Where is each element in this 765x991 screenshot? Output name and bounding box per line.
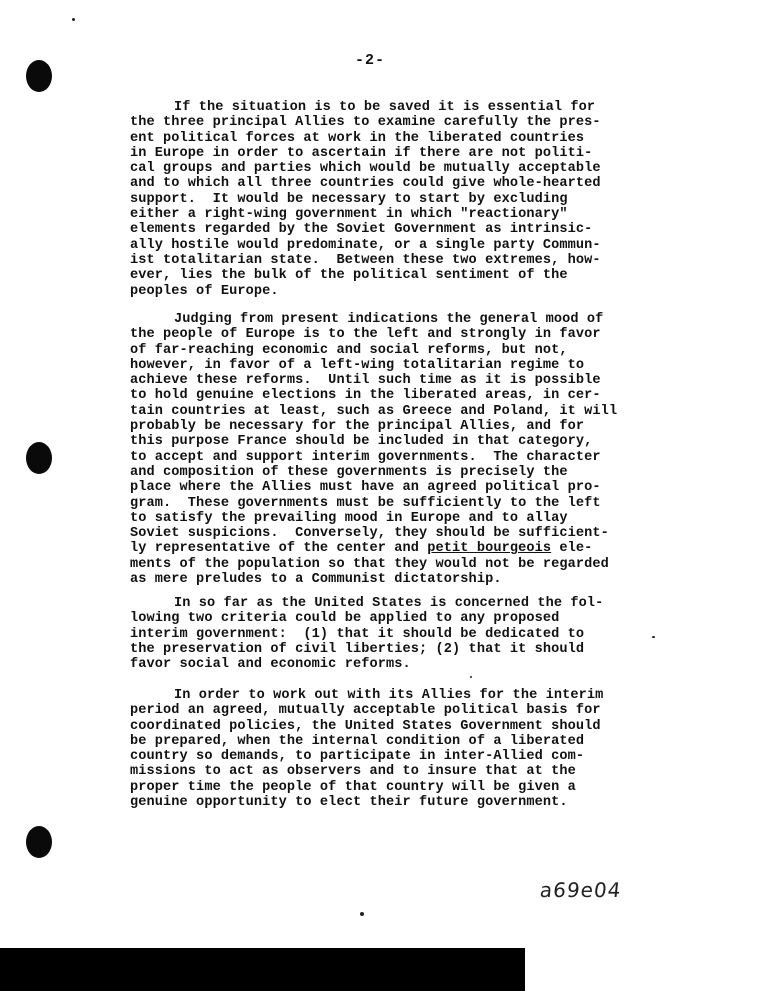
- text-line: cal groups and parties which would be mutually acceptable: [130, 161, 601, 177]
- text-line: missions to act as observers and to insure that at the: [130, 764, 576, 780]
- text-line: however, in favor of a left-wing totalitarian regime to: [130, 357, 585, 373]
- handwritten-note: a69e04: [538, 878, 623, 902]
- text-line: to satisfy the prevailing mood in Europe and to allay: [130, 510, 568, 526]
- text-line: proper time the people of that country will be given a: [130, 779, 576, 795]
- text-line: place where the Allies must have an agreed political pro-: [130, 480, 601, 496]
- binder-hole-top: [26, 60, 52, 92]
- paragraph-3: [130, 596, 660, 672]
- text-segment: ele-: [551, 541, 593, 557]
- text-line: ments of the population so that they would not be regarded: [130, 556, 609, 572]
- text-line: either a right-wing government in which "reactionary": [130, 207, 568, 223]
- speck: [72, 18, 75, 21]
- text-line: as mere preludes to a Communist dictatorship.: [130, 572, 502, 588]
- text-line: peoples of Europe.: [130, 283, 279, 299]
- paragraph-2: [130, 312, 660, 587]
- text-line: favor social and economic reforms.: [130, 657, 411, 673]
- text-line: and composition of these governments is precisely the: [130, 464, 568, 480]
- text-line: interim government: (1) that it should be dedicated to: [130, 626, 585, 642]
- speck: [470, 676, 472, 678]
- text-line: probably be necessary for the principal Allies, and for: [130, 419, 585, 435]
- binder-hole-bottom: [26, 826, 52, 858]
- text-line: ist totalitarian state. Between these two extremes, how-: [130, 252, 601, 268]
- paragraph-1: [130, 100, 660, 299]
- speck: [360, 912, 364, 916]
- text-line: ally hostile would predominate, or a single party Commun-: [130, 237, 601, 253]
- text-line: Soviet suspicions. Conversely, they should be sufficient-: [130, 526, 609, 542]
- underlined-phrase: petit bourgeois: [427, 541, 552, 557]
- scan-edge-bar: [0, 948, 525, 991]
- text-line: this purpose France should be included in that category,: [130, 434, 593, 450]
- text-line: country so demands, to participate in inter-Allied com-: [130, 749, 585, 765]
- text-line: period an agreed, mutually acceptable political basis for: [130, 703, 601, 719]
- text-line: ent political forces at work in the liberated countries: [130, 130, 585, 146]
- text-line: lowing two criteria could be applied to any proposed: [130, 611, 560, 627]
- text-line: and to which all three countries could give whole-hearted: [130, 176, 601, 192]
- text-line: tain countries at least, such as Greece and Poland, it will: [130, 403, 618, 419]
- text-line: ever, lies the bulk of the political sentiment of the: [130, 268, 568, 284]
- text-line: the people of Europe is to the left and strongly in favor: [130, 327, 601, 343]
- text-line: In so far as the United States is concerned the fol-: [174, 596, 604, 611]
- text-line: In order to work out with its Allies for the interim: [174, 688, 604, 703]
- paragraph-4: [130, 688, 660, 810]
- text-line: of far-reaching economic and social reforms, but not,: [130, 342, 568, 358]
- text-line: Judging from present indications the general mood of: [174, 312, 604, 327]
- text-line: coordinated policies, the United States Government should: [130, 718, 601, 734]
- text-line: be prepared, when the internal condition of a liberated: [130, 733, 585, 749]
- text-line: elements regarded by the Soviet Government as intrinsic-: [130, 222, 593, 238]
- text-line: achieve these reforms. Until such time as it is possible: [130, 373, 601, 389]
- text-line: to hold genuine elections in the liberated areas, in cer-: [130, 388, 601, 404]
- text-line: gram. These governments must be sufficiently to the left: [130, 495, 601, 511]
- text-line: genuine opportunity to elect their future government.: [130, 795, 568, 811]
- page-number: -2-: [354, 52, 385, 69]
- text-line: to accept and support interim governments. The character: [130, 449, 601, 465]
- binder-hole-middle: [26, 442, 52, 474]
- text-line: in Europe in order to ascertain if there are not politi-: [130, 145, 593, 161]
- text-line: support. It would be necessary to start by excluding: [130, 191, 568, 207]
- text-line: the preservation of civil liberties; (2) that it should: [130, 641, 585, 657]
- text-line: the three principal Allies to examine carefully the pres-: [130, 115, 601, 131]
- text-line-with-underline: [130, 541, 660, 556]
- text-segment: ly representative of the center and: [130, 541, 428, 557]
- text-line: If the situation is to be saved it is essential for: [174, 100, 596, 115]
